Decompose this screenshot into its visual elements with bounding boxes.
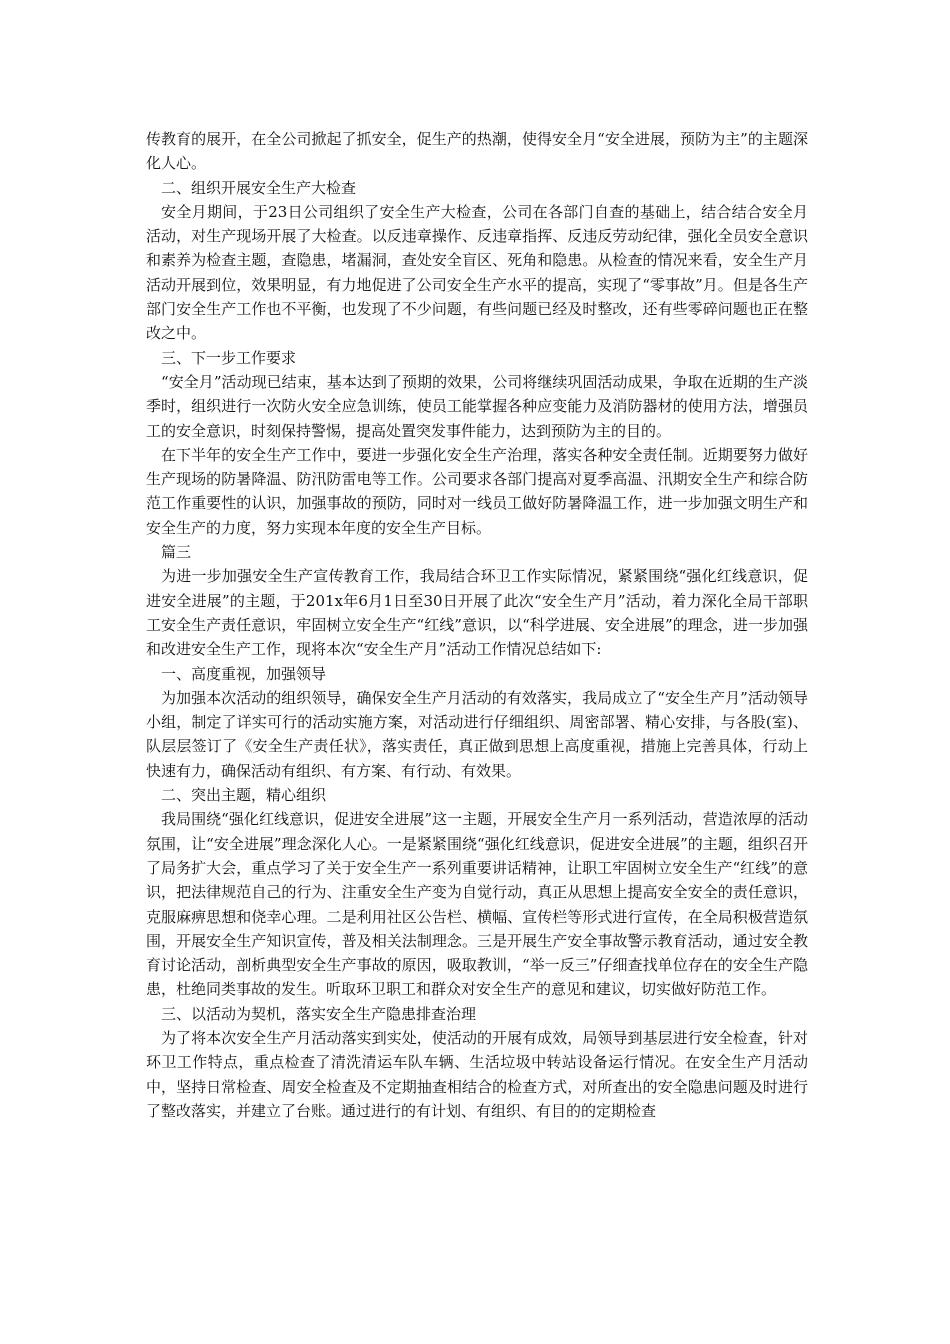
body-paragraph: 为进一步加强安全生产宣传教育工作，我局结合环卫工作实际情况，紧紧围绕“强化红线意识，促进安全进展”的主题，于201x年6月1日至30日开展了此次“安全生产月”活动，着力深化全局干部职工安全生产责任意识，牢固树立安全生产“红线”意识，以“科学进展、安全进展”的理念，进一步加强和改进安全生产工作，现将本次“安全生产月”活动工作情况总结如下: [146,567,808,659]
section-heading: 一、高度重视，加强领导 [161,664,327,683]
section-heading: 二、突出主题，精心组织 [161,786,327,805]
body-paragraph: 为加强本次活动的组织领导，确保安全生产月活动的有效落实，我局成立了“安全生产月”活动领导小组，制定了详实可行的活动实施方案，对活动进行仔细组织、周密部署、精心安排，与各股(室)、队层层签订了《安全生产责任状》，落实责任，真正做到思想上高度重视，措施上完善具体，行动上快速有力，确保活动有组织、有方案、有行动、有效果。 [146,688,808,780]
body-paragraph: 传教育的展开，在全公司掀起了抓安全，促生产的热潮，使得安全月“安全进展，预防为主”的主题深化人心。 [146,130,808,173]
body-paragraph: 安全月期间，于23日公司组织了安全生产大检查，公司在各部门自查的基础上，结合结合安全月活动，对生产现场开展了大检查。以反违章操作、反违章指挥、反违反劳动纪律，强化全员安全意识和素养为检查主题，查隐患，堵漏洞，查处安全盲区、死角和隐患。从检查的情况来看，安全生产月活动开展到位，效果明显，有力地促进了公司安全生产水平的提高，实现了“零事故”月。但是各生产部门安全生产工作也不平衡，也发现了不少问题，有些问题已经及时整改，还有些零碎问题也正在整改之中。 [146,202,808,343]
section-heading: 二、组织开展安全生产大检查 [161,178,357,197]
section-heading: 三、下一步工作要求 [161,348,297,367]
document-page [146,127,808,1123]
section-heading: 三、以活动为契机，落实安全生产隐患排查治理 [161,1004,477,1023]
chapter-heading: 篇三 [161,543,192,562]
body-paragraph: 我局围绕“强化红线意识，促进安全进展”这一主题，开展安全生产月一系列活动，营造浓厚的活动氛围，让“安全进展”理念深化人心。一是紧紧围绕“强化红线意识，促进安全进展”的主题，组织召开了局务扩大会，重点学习了关于安全生产一系列重要讲话精神，让职工牢固树立安全生产“红线”的意识，把法律规范自己的行为、注重安全生产变为自觉行动，真正从思想上提高安全安全的责任意识，克服麻痹思想和侥幸心理。二是利用社区公告栏、横幅、宣传栏等形式进行宣传，在全局积极营造氛围，开展安全生产知识宣传，普及相关法制理念。三是开展生产安全事故警示教育活动，通过安全教育讨论活动，剖析典型安全生产事故的原因，吸取教训，“举一反三”仔细查找单位存在的安全生产隐患，杜绝同类事故的发生。听取环卫职工和群众对安全生产的意见和建议，切实做好防范工作。 [146,810,808,999]
body-paragraph: 为了将本次安全生产月活动落实到实处，使活动的开展有成效，局领导到基层进行安全检查，针对环卫工作特点，重点检查了清洗清运车队车辆、生活垃圾中转站设备运行情况。在安全生产月活动中，坚持日常检查、周安全检查及不定期抽查相结合的检查方式，对所查出的安全隐患问题及时进行了整改落实，并建立了台账。通过进行的有计划、有组织、有目的的定期检查 [146,1028,808,1120]
body-paragraph: “安全月”活动现已结束，基本达到了预期的效果，公司将继续巩固活动成果，争取在近期的生产淡季时，组织进行一次防火安全应急训练，使员工能掌握各种应变能力及消防器材的使用方法，增强员工的安全意识，时刻保持警惕，提高处置突发事件能力，达到预防为主的目的。 [146,372,808,440]
body-paragraph: 在下半年的安全生产工作中，要进一步强化安全生产治理，落实各种安全责任制。近期要努力做好生产现场的防暑降温、防汛防雷电等工作。公司要求各部门提高对夏季高温、汛期安全生产和综合防范工作重要性的认识，加强事故的预防，同时对一线员工做好防暑降温工作，进一步加强文明生产和安全生产的力度，努力实现本年度的安全生产目标。 [146,445,808,537]
